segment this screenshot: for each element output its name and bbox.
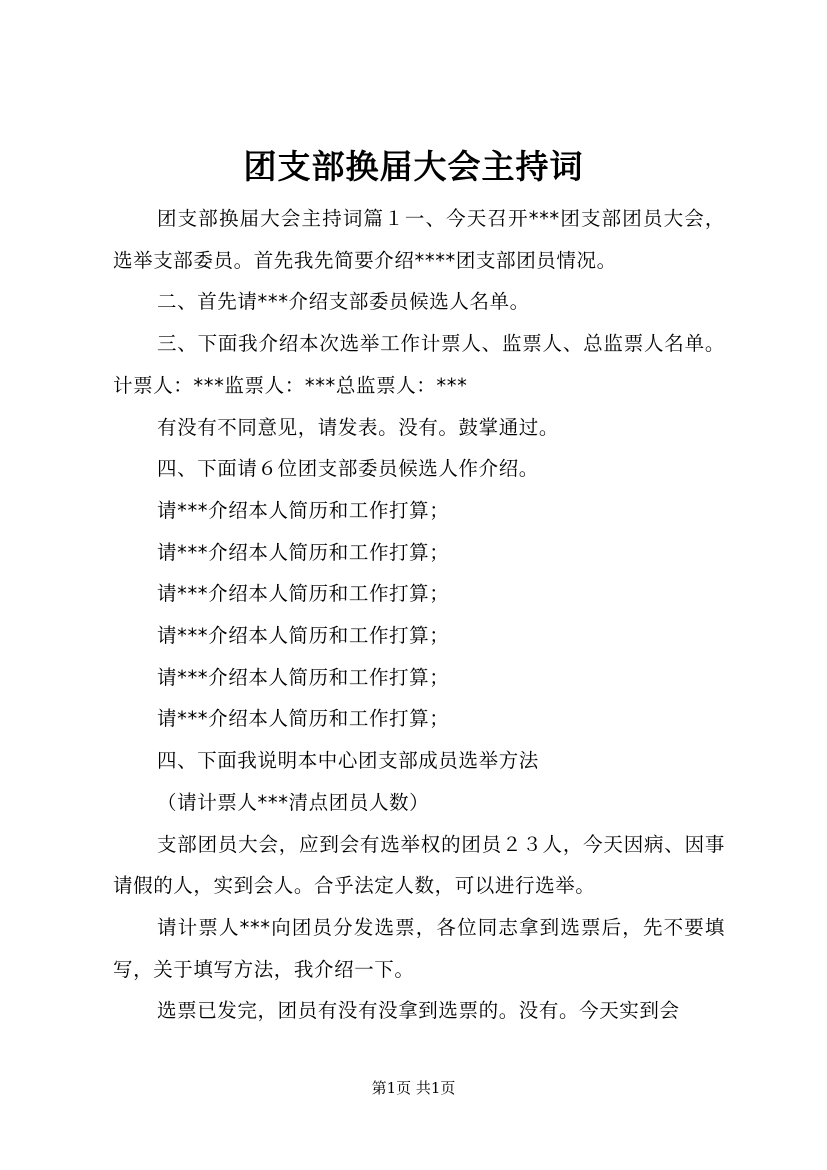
paragraph: 支部团员大会，应到会有选举权的团员２３人，今天因病、因事请假的人，实到会人。合乎法定人数，可以进行选举。 [113, 832, 725, 898]
document-title: 团支部换届大会主持词 [243, 147, 584, 186]
paragraph: 四、下面请６位团支部委员候选人作介绍。 [157, 457, 539, 481]
paragraph: （请计票人***清点团员人数） [157, 790, 430, 814]
paragraph: 请***介绍本人简历和工作打算； [157, 624, 450, 648]
page-footer: 第1页 共1页 [371, 1079, 456, 1097]
paragraph: 四、下面我说明本中心团支部成员选举方法 [157, 749, 539, 773]
paragraph: 三、下面我介绍本次选举工作计票人、监票人、总监票人名单。计票人：***监票人：***总监票人：*** [113, 332, 725, 397]
document-body [113, 198, 725, 1032]
paragraph: 请***介绍本人简历和工作打算； [157, 665, 450, 689]
paragraph: 请***介绍本人简历和工作打算； [157, 582, 450, 606]
paragraph: 请计票人***向团员分发选票，各位同志拿到选票后，先不要填写，关于填写方法，我介绍一下。 [113, 915, 725, 981]
paragraph: 选票已发完，团员有没有没拿到选票的。没有。今天实到会 [157, 999, 680, 1023]
paragraph: 二、首先请***介绍支部委员候选人名单。 [157, 290, 530, 314]
paragraph: 请***介绍本人简历和工作打算； [157, 540, 450, 564]
paragraph: 请***介绍本人简历和工作打算； [157, 498, 450, 522]
paragraph: 团支部换届大会主持词篇１一、今天召开***团支部团员大会，选举支部委员。首先我先简要介绍****团支部团员情况。 [113, 207, 725, 272]
paragraph: 有没有不同意见，请发表。没有。鼓掌通过。 [157, 415, 560, 439]
paragraph: 请***介绍本人简历和工作打算； [157, 707, 450, 731]
